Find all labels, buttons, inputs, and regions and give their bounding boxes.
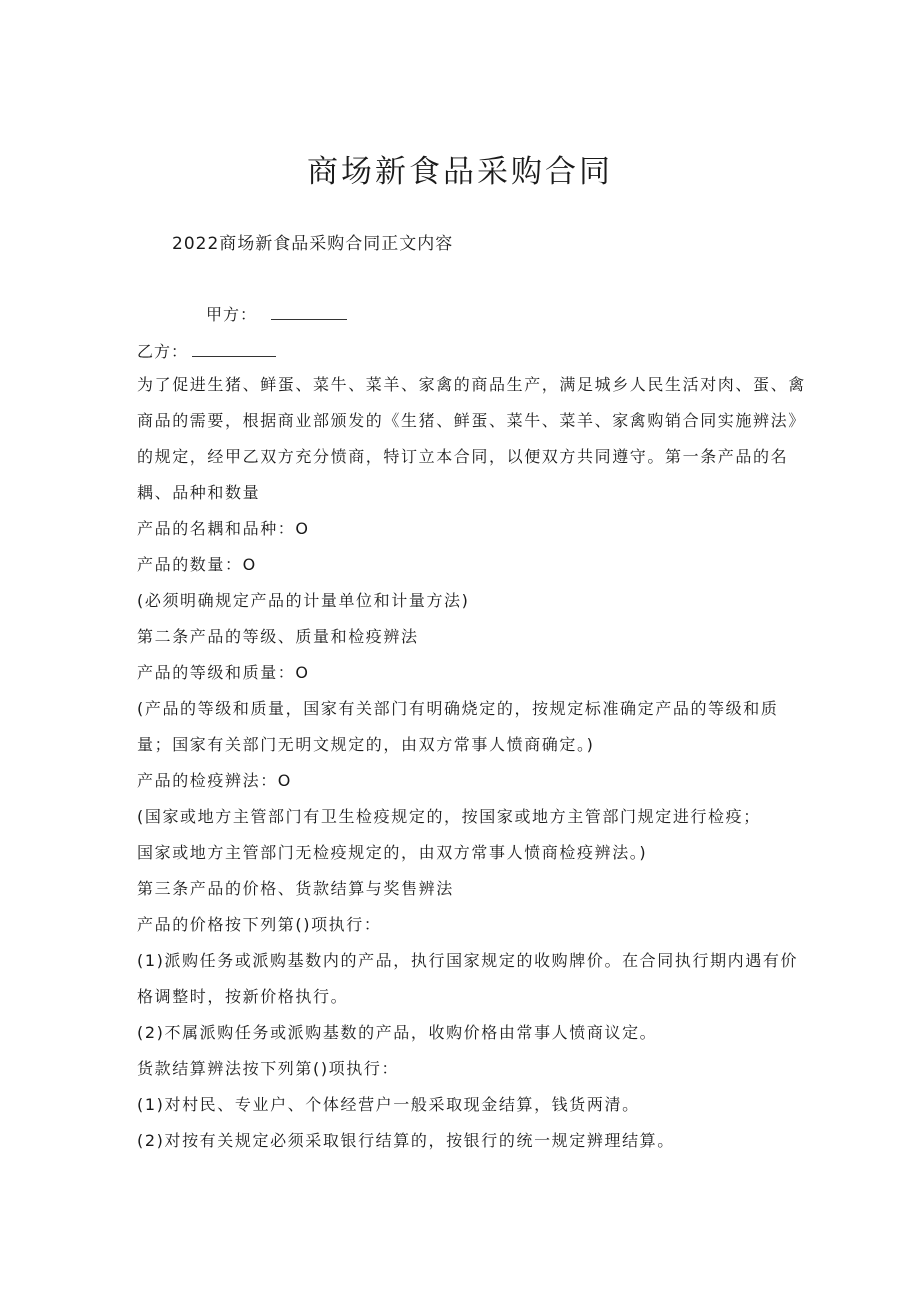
body-line: (2)对按有关规定必须采取银行结算的，按银行的统一规定辨理结算。 [137, 1131, 675, 1150]
body-line: (1)派购任务或派购基数内的产品，执行国家规定的收购牌价。在合同执行期内遇有价 [137, 951, 799, 970]
body-line: (国家或地方主管部门有卫生检疫规定的，按国家或地方主管部门规定进行检疫； [137, 807, 761, 826]
body-line: (2)不属派购任务或派购基数的产品，收购价格由常事人愤商议定。 [137, 1023, 658, 1042]
party-b-blank [192, 342, 276, 357]
body-line: 的规定，经甲乙双方充分愤商，特订立本合同，以便双方共同遵守。第一条产品的名 [137, 447, 789, 466]
body-line: 产品的价格按下列第()项执行： [137, 915, 382, 934]
party-a-row [206, 302, 347, 325]
body-line: 商品的需要，根据商业部颁发的《生猪、鲜蛋、菜牛、菜羊、家禽购销合同实施辨法》 [137, 411, 806, 430]
party-b-row [137, 339, 276, 362]
document-subtitle: 2022商场新食品采购合同正文内容 [172, 234, 454, 254]
contract-body [137, 367, 806, 1159]
body-line: 第三条产品的价格、货款结算与奖售辨法 [137, 879, 454, 898]
body-line: (产品的等级和质量，国家有关部门有明确烧定的，按规定标准确定产品的等级和质 [137, 699, 779, 718]
document-title: 商场新食品采购合同 [307, 154, 613, 190]
party-b-label: 乙方： [137, 342, 189, 361]
body-line: (1)对村民、专业户、个体经营户一般采取现金结算，钱货两清。 [137, 1095, 640, 1114]
party-a-blank [271, 305, 347, 320]
body-line: 产品的名耦和品种：O [137, 519, 310, 538]
body-line: 产品的检疫辨法：O [137, 771, 292, 790]
party-a-label: 甲方： [206, 305, 258, 324]
body-line: 产品的数量：O [137, 555, 257, 574]
body-line: 量；国家有关部门无明文规定的，由双方常事人愤商确定。) [137, 735, 595, 754]
body-line: 国家或地方主管部门无检疫规定的，由双方常事人愤商检疫辨法。) [137, 843, 648, 862]
body-line: 为了促进生猪、鲜蛋、菜牛、菜羊、家禽的商品生产，满足城乡人民生活对肉、蛋、禽 [137, 375, 806, 394]
body-line: 产品的等级和质量：O [137, 663, 310, 682]
body-line: 耦、品种和数量 [137, 483, 261, 502]
body-line: 货款结算辨法按下列第()项执行： [137, 1059, 400, 1078]
body-line: (必须明确规定产品的计量单位和计量方法) [137, 591, 470, 610]
body-line: 格调整时，按新价格执行。 [137, 987, 349, 1006]
body-line: 第二条产品的等级、质量和检疫辨法 [137, 627, 419, 646]
